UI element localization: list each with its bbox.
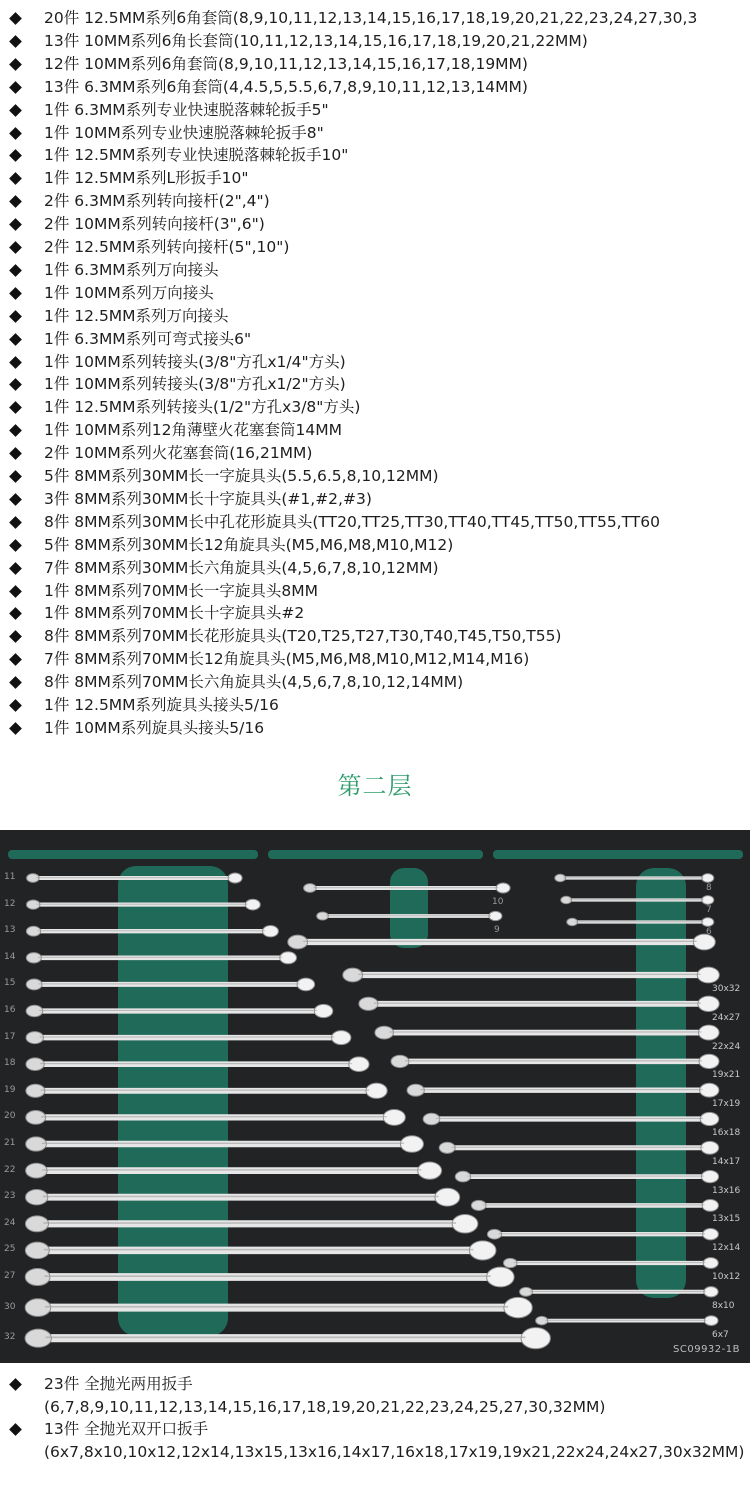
list-item-text: 1件 10MM系列转接头(3/8"方孔x1/2"方头) — [44, 375, 346, 394]
wrench-size-label: 9 — [494, 925, 500, 935]
diamond-bullet-icon — [9, 493, 22, 506]
wrench-size-label: 11 — [4, 872, 16, 882]
list-item-text: 1件 10MM系列12角薄壁火花塞套筒14MM — [44, 421, 342, 440]
list-item — [0, 144, 750, 167]
wrench-size-label: 17 — [4, 1031, 16, 1042]
list-item — [0, 488, 750, 511]
list-item — [0, 396, 750, 419]
diamond-bullet-icon — [9, 676, 22, 689]
diamond-bullet-icon — [9, 264, 22, 277]
list-item-text: 20件 12.5MM系列6角套筒(8,9,10,11,12,13,14,15,16,17,18,19,20,21,22,23,24,27,30,3 — [44, 9, 698, 27]
list-item — [0, 53, 750, 76]
list-item-text: 1件 10MM系列旋具头接头5/16 — [44, 718, 265, 737]
list-item-text: 1件 10MM系列万向接头 — [44, 283, 214, 302]
wrench-size-label: 19x21 — [712, 1070, 741, 1081]
list-item — [0, 122, 750, 145]
list-item — [0, 717, 750, 740]
list-item-text: 1件 12.5MM系列旋具头接头5/16 — [44, 696, 279, 714]
list-item-text: 2件 6.3MM系列转向接杆(2",4") — [44, 192, 270, 211]
diamond-bullet-icon — [9, 1378, 22, 1391]
wrench-size-label: 13 — [4, 925, 16, 936]
diamond-bullet-icon — [9, 539, 22, 552]
list-item — [0, 671, 750, 694]
diamond-bullet-icon — [9, 470, 22, 483]
footer-item-text: 13件 全抛光双开口扳手(6x7,8x10,10x12,12x14,13x15,13x16,14x17,16x18,17x19,19x21,22x24,24x27,30x32MM) — [44, 1420, 745, 1461]
wrench-size-label: 22x24 — [712, 1041, 741, 1052]
list-item — [0, 167, 750, 190]
diamond-bullet-icon — [9, 1423, 22, 1436]
list-item — [0, 99, 750, 122]
list-item-text: 1件 12.5MM系列转接头(1/2"方孔x3/8"方头) — [44, 398, 361, 417]
list-item — [0, 305, 750, 328]
list-item-text: 13件 10MM系列6角长套筒(10,11,12,13,14,15,16,17,18,19,20,21,22MM) — [44, 31, 588, 50]
finger-slot — [268, 850, 483, 859]
wrench-size-label: 13x15 — [712, 1214, 741, 1225]
wrench-size-label: 8x10 — [712, 1300, 735, 1311]
list-item-text: 1件 10MM系列转接头(3/8"方孔x1/4"方头) — [44, 352, 346, 371]
wrench-size-label: 32 — [4, 1332, 16, 1343]
list-item-text: 8件 8MM系列70MM长六角旋具头(4,5,6,7,8,10,12,14MM) — [44, 673, 464, 692]
tray-model-code: SC09932-1B — [673, 1344, 740, 1355]
wrench-size-label: 16 — [4, 1005, 16, 1015]
list-item-text: 1件 12.5MM系列万向接头 — [44, 306, 229, 325]
list-item-text: 1件 8MM系列70MM长一字旋具头8MM — [44, 581, 318, 600]
list-item-text: 3件 8MM系列30MM长十字旋具头(#1,#2,#3) — [44, 489, 372, 508]
list-item — [0, 580, 750, 603]
list-item — [0, 419, 750, 442]
diamond-bullet-icon — [9, 127, 22, 140]
wrench-size-label: 30x32 — [712, 984, 741, 994]
diamond-bullet-icon — [9, 630, 22, 643]
list-item — [0, 534, 750, 557]
diamond-bullet-icon — [9, 447, 22, 460]
list-item-text: 1件 12.5MM系列L形扳手10" — [44, 169, 249, 188]
wrench-size-label: 10x12 — [712, 1272, 741, 1282]
diamond-bullet-icon — [9, 104, 22, 117]
wrench-size-label: 15 — [4, 978, 16, 989]
tool-tray-photo — [0, 830, 750, 1363]
list-item-text: 2件 10MM系列转向接杆(3",6") — [44, 215, 265, 234]
diamond-bullet-icon — [9, 653, 22, 666]
wrench-size-label: 14x17 — [712, 1156, 741, 1167]
wrench-size-label: 20 — [4, 1111, 16, 1122]
list-item-text: 1件 6.3MM系列万向接头 — [44, 260, 219, 279]
diamond-bullet-icon — [9, 699, 22, 712]
diamond-bullet-icon — [9, 608, 22, 621]
diamond-bullet-icon — [9, 562, 22, 575]
diamond-bullet-icon — [9, 333, 22, 346]
list-item-text: 1件 10MM系列专业快速脱落棘轮扳手8" — [44, 123, 324, 142]
wrench-size-label: 27 — [4, 1271, 16, 1281]
diamond-bullet-icon — [9, 401, 22, 414]
diamond-bullet-icon — [9, 12, 22, 25]
diamond-bullet-icon — [9, 379, 22, 392]
list-item — [0, 190, 750, 213]
list-item-text: 12件 10MM系列6角套筒(8,9,10,11,12,13,14,15,16,17,18,19MM) — [44, 54, 528, 73]
diamond-bullet-icon — [9, 195, 22, 208]
wrench-size-label: 12 — [4, 898, 16, 909]
wrench-size-label: 16x18 — [712, 1128, 741, 1138]
list-item-text: 2件 10MM系列火花塞套筒(16,21MM) — [44, 444, 313, 463]
list-item-text: 13件 6.3MM系列6角套筒(4,4.5,5,5.5,6,7,8,9,10,11,12,13,14MM) — [44, 77, 528, 96]
list-item — [0, 694, 750, 717]
diamond-bullet-icon — [9, 58, 22, 71]
list-item — [0, 7, 750, 30]
diamond-bullet-icon — [9, 81, 22, 94]
list-item-text: 1件 6.3MM系列专业快速脱落棘轮扳手5" — [44, 100, 329, 119]
list-item — [0, 625, 750, 648]
diamond-bullet-icon — [9, 424, 22, 437]
list-item — [0, 236, 750, 259]
wrench-size-label: 6x7 — [712, 1329, 729, 1340]
diamond-bullet-icon — [9, 287, 22, 300]
wrench-size-label: 12x14 — [712, 1243, 741, 1254]
list-item — [0, 602, 750, 625]
list-item-text: 5件 8MM系列30MM长12角旋具头(M5,M6,M8,M10,M12) — [44, 535, 454, 554]
list-item — [0, 648, 750, 671]
wrench-size-label: 22 — [4, 1164, 16, 1175]
wrench-size-label: 13x16 — [712, 1185, 741, 1196]
wrench-size-label: 30 — [4, 1301, 16, 1312]
list-item — [0, 328, 750, 351]
finger-groove-left — [118, 866, 228, 1336]
diamond-bullet-icon — [9, 35, 22, 48]
list-item-text: 5件 8MM系列30MM长一字旋具头(5.5,6.5,8,10,12MM) — [44, 467, 439, 485]
list-item — [0, 373, 750, 396]
list-item-text: 8件 8MM系列70MM长花形旋具头(T20,T25,T27,T30,T40,T45,T50,T55) — [44, 627, 562, 646]
diamond-bullet-icon — [9, 218, 22, 231]
finger-slot — [8, 850, 258, 859]
list-item — [0, 76, 750, 99]
list-item-text: 2件 12.5MM系列转向接杆(5",10") — [44, 238, 290, 256]
wrench-size-label: 24x27 — [712, 1012, 741, 1023]
list-item-text: 7件 8MM系列70MM长12角旋具头(M5,M6,M8,M10,M12,M14,M16) — [44, 650, 530, 669]
wrench-size-label: 14 — [4, 951, 16, 962]
finger-slot — [493, 850, 743, 859]
list-item-text: 1件 8MM系列70MM长十字旋具头#2 — [44, 604, 305, 623]
wrench-size-label: 21 — [4, 1138, 16, 1148]
wrench-size-label: 7 — [706, 905, 712, 915]
list-item-text: 7件 8MM系列30MM长六角旋具头(4,5,6,7,8,10,12MM) — [44, 558, 439, 577]
finger-groove-middle — [390, 868, 428, 948]
wrench-size-label: 17x19 — [712, 1099, 741, 1110]
wrench-size-label: 24 — [4, 1217, 16, 1228]
list-item — [0, 213, 750, 236]
list-item — [0, 442, 750, 465]
section-title: 第二层 — [337, 772, 413, 800]
list-item — [0, 557, 750, 580]
footer-item-text: 23件 全抛光两用扳手(6,7,8,9,10,11,12,13,14,15,16,17,18,19,20,21,22,23,24,25,27,30,32MM) — [44, 1375, 606, 1416]
list-item — [0, 465, 750, 488]
list-item — [0, 351, 750, 374]
list-item — [0, 282, 750, 305]
list-item-text: 1件 6.3MM系列可弯式接头6" — [44, 329, 252, 348]
wrench-size-label: 10 — [492, 897, 504, 907]
diamond-bullet-icon — [9, 585, 22, 598]
wrench-size-label: 19 — [4, 1084, 16, 1095]
wrench-size-label: 8 — [706, 883, 712, 893]
list-item — [0, 511, 750, 534]
wrench-size-label: 25 — [4, 1244, 16, 1255]
diamond-bullet-icon — [9, 241, 22, 254]
diamond-bullet-icon — [9, 310, 22, 323]
wrench-size-label: 23 — [4, 1191, 16, 1202]
list-item — [0, 259, 750, 282]
diamond-bullet-icon — [9, 722, 22, 735]
list-item — [0, 30, 750, 53]
list-item-text: 1件 12.5MM系列专业快速脱落棘轮扳手10" — [44, 146, 349, 165]
wrench-size-label: 18 — [4, 1058, 16, 1069]
diamond-bullet-icon — [9, 172, 22, 185]
diamond-bullet-icon — [9, 516, 22, 529]
diamond-bullet-icon — [9, 356, 22, 369]
list-item-text: 8件 8MM系列30MM长中孔花形旋具头(TT20,TT25,TT30,TT40,TT45,TT50,TT55,TT60 — [44, 512, 660, 531]
diamond-bullet-icon — [9, 150, 22, 163]
wrench-tray-illustration — [0, 830, 750, 1363]
wrench-size-label: 6 — [706, 927, 712, 937]
